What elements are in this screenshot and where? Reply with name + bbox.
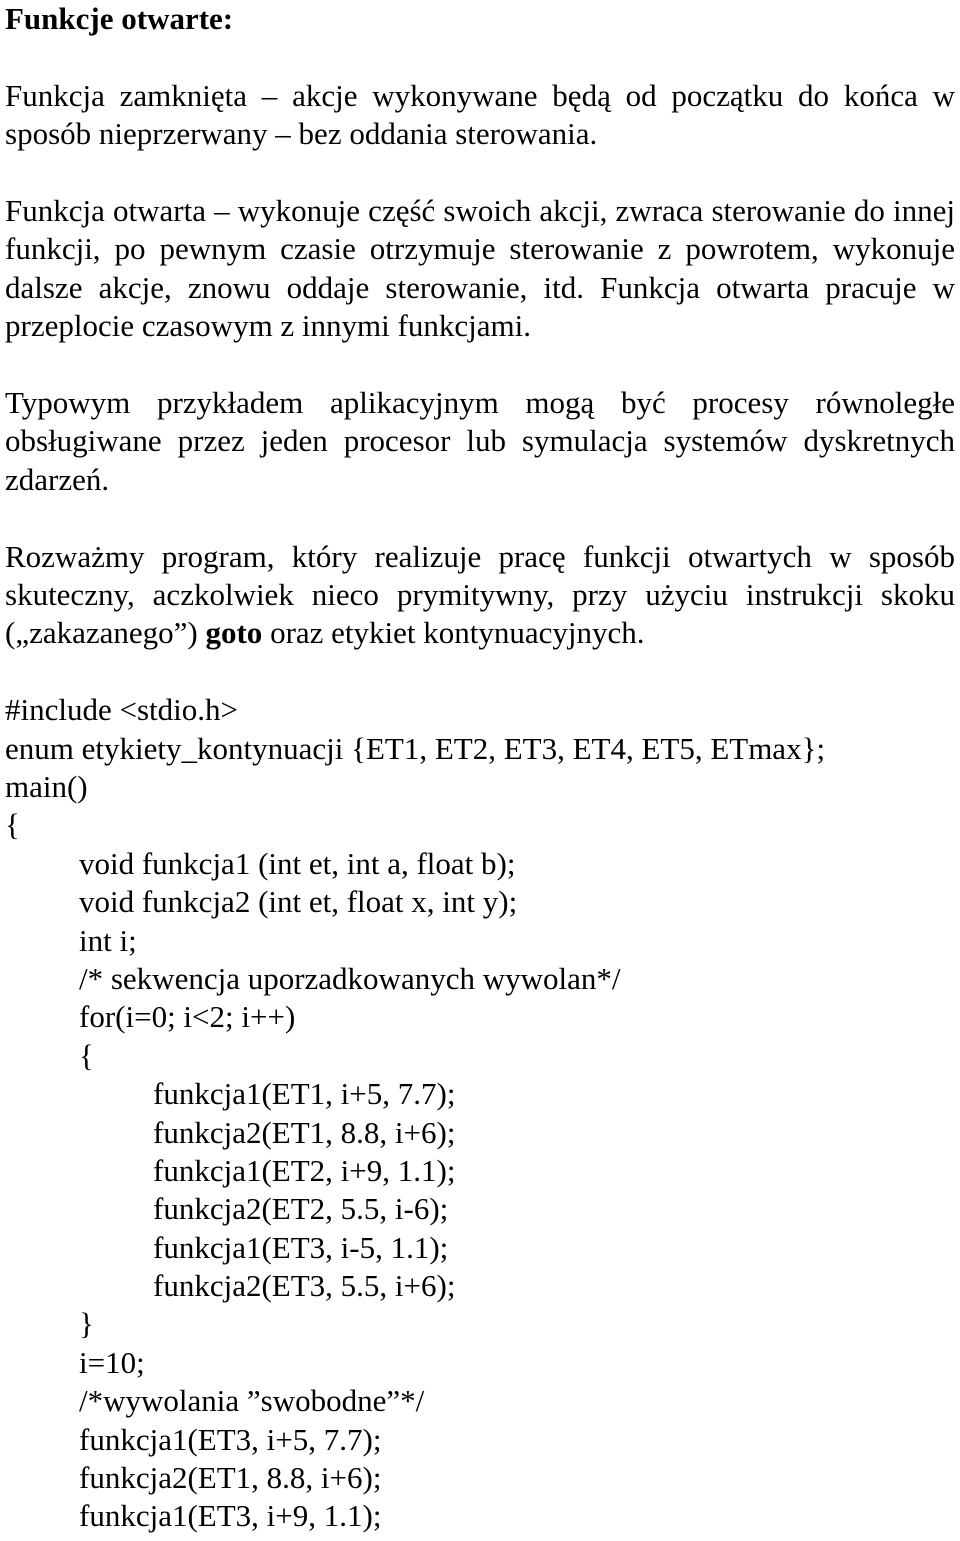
code-line: } bbox=[79, 1306, 94, 1342]
paragraph-closed-function: Funkcja zamknięta – akcje wykonywane będą od początku do końca w sposób nieprzerwany – bez oddania sterowania. bbox=[5, 77, 955, 152]
code-line: { bbox=[79, 1037, 94, 1073]
paragraph-typical-example: Typowym przykładem aplikacyjnym mogą być procesy równoległe obsługiwane przez jeden procesor lub symulacja systemów dyskretnych zdarzeń. bbox=[5, 385, 955, 497]
spacer bbox=[5, 346, 955, 384]
code-line: funkcja2(ET1, 8.8, i+6); bbox=[153, 1114, 456, 1150]
paragraph-open-function: Funkcja otwarta – wykonuje część swoich akcji, zwraca sterowanie do innej funkcji, po pewnym czasie otrzymuje sterowanie z powrotem, wykonuje dalsze akcje, znowu oddaje sterowanie, itd. Funkcja otwarta pracuje w przeplocie czasowym z innymi funkcjami. bbox=[5, 193, 955, 344]
code-line: #include <stdio.h> bbox=[5, 692, 238, 728]
document-page bbox=[5, 0, 955, 1536]
code-line: void funkcja1 (int et, int a, float b); bbox=[79, 845, 516, 881]
section-heading: Funkcje otwarte: bbox=[5, 1, 234, 36]
code-line: i=10; bbox=[79, 1344, 145, 1380]
code-line: funkcja1(ET1, i+5, 7.7); bbox=[153, 1076, 456, 1112]
code-line: for(i=0; i<2; i++) bbox=[79, 999, 296, 1035]
spacer bbox=[5, 154, 955, 192]
goto-keyword: goto bbox=[205, 615, 263, 651]
code-line: funkcja1(ET3, i+9, 1.1); bbox=[79, 1498, 382, 1534]
code-line: funkcja2(ET3, 5.5, i+6); bbox=[153, 1268, 456, 1304]
paragraph-program-intro bbox=[5, 538, 955, 653]
code-line: funkcja1(ET3, i-5, 1.1); bbox=[153, 1229, 449, 1265]
code-line: { bbox=[5, 807, 20, 843]
spacer bbox=[5, 653, 955, 691]
intro-text-after: oraz etykiet kontynuacyjnych. bbox=[262, 615, 645, 651]
code-line: funkcja2(ET1, 8.8, i+6); bbox=[79, 1460, 382, 1496]
intro-text-before: Rozważmy program, który realizuje pracę funkcji otwartych w sposób skuteczny, aczkolwiek nieco prymitywny, przy użyciu instrukcji skoku („zakazanego”) bbox=[5, 538, 955, 651]
code-line: int i; bbox=[79, 922, 137, 958]
code-line: /*wywolania ”swobodne”*/ bbox=[79, 1383, 425, 1419]
code-line: enum etykiety_kontynuacji {ET1, ET2, ET3, ET4, ET5, ETmax}; bbox=[5, 730, 826, 766]
code-line: /* sekwencja uporzadkowanych wywolan*/ bbox=[79, 960, 621, 996]
code-line: void funkcja2 (int et, float x, int y); bbox=[79, 884, 518, 920]
code-line: funkcja1(ET3, i+5, 7.7); bbox=[79, 1421, 382, 1457]
code-line: funkcja2(ET2, 5.5, i-6); bbox=[153, 1191, 449, 1227]
code-line: funkcja1(ET2, i+9, 1.1); bbox=[153, 1152, 456, 1188]
spacer bbox=[5, 38, 955, 76]
spacer bbox=[5, 499, 955, 537]
code-listing bbox=[5, 691, 955, 1536]
code-line: main() bbox=[5, 769, 88, 805]
